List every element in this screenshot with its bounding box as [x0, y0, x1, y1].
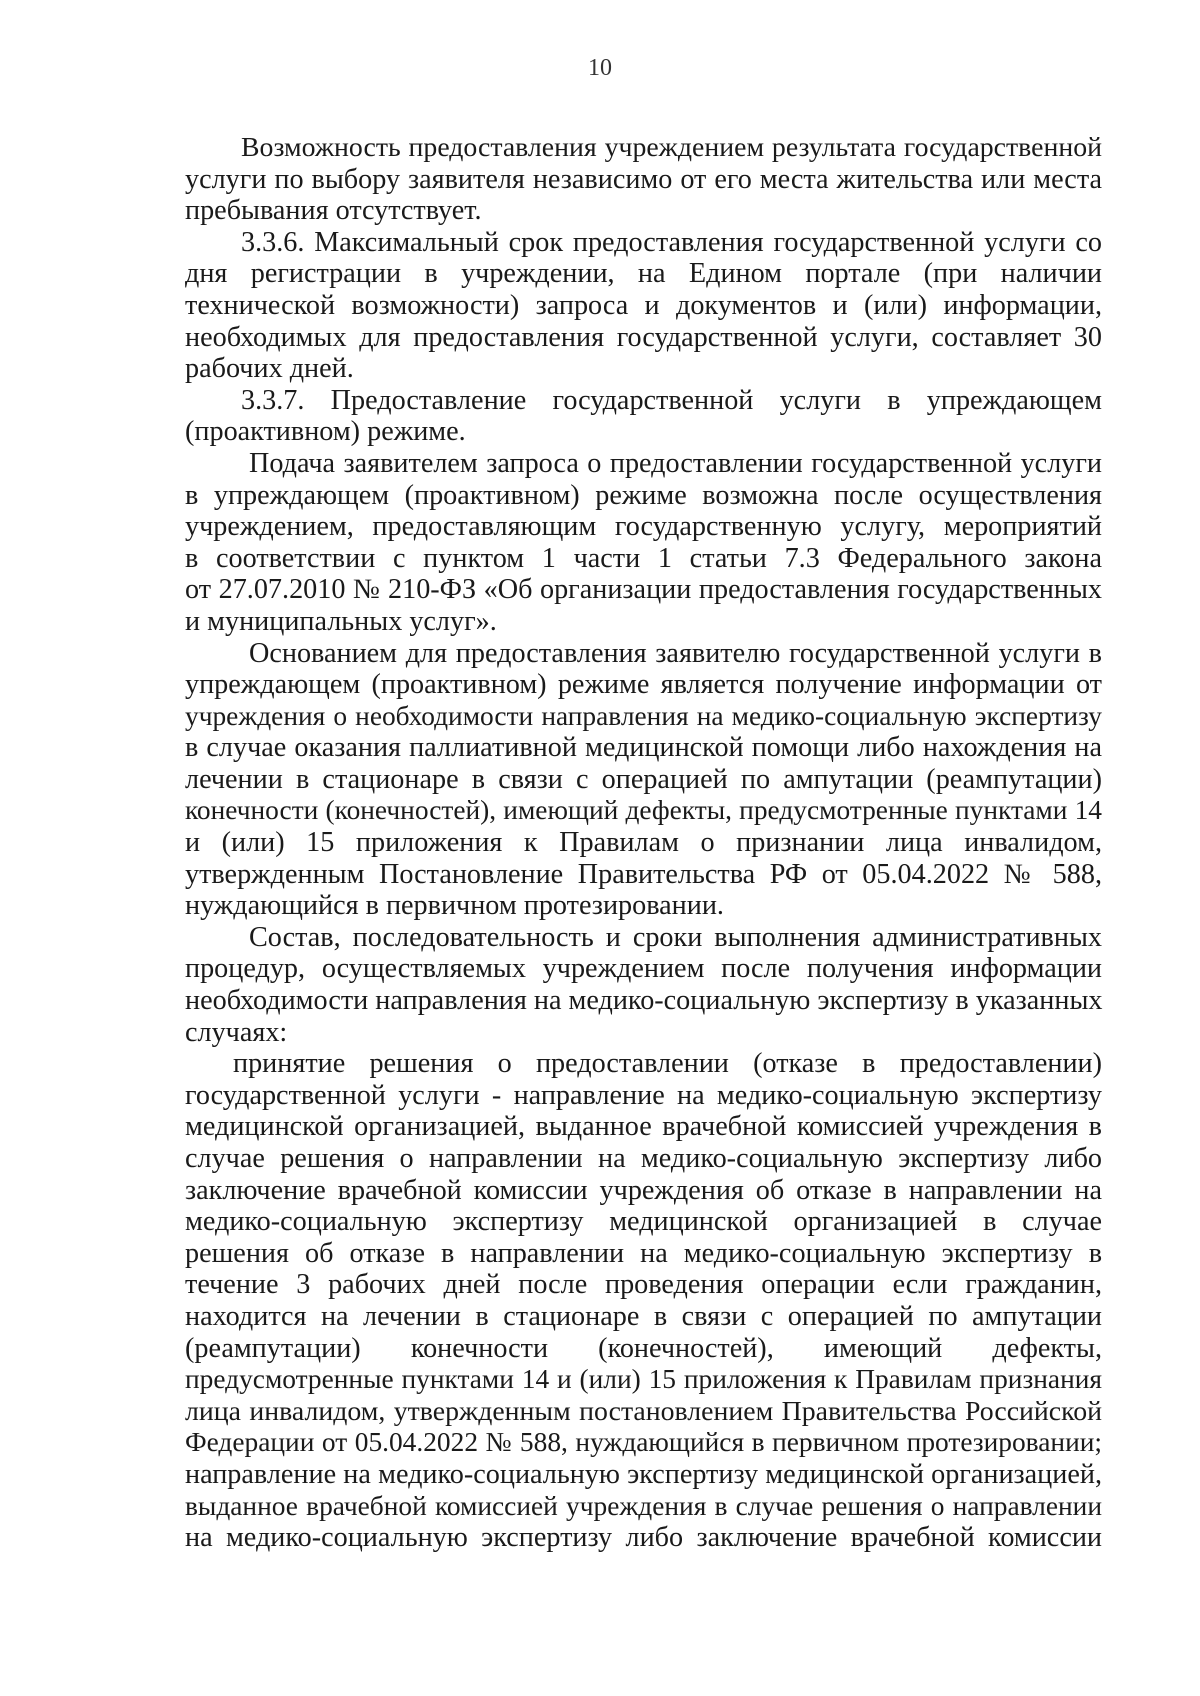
- text-line: течение 3 рабочих дней после проведения операции если гражданин,: [185, 1269, 1102, 1301]
- text-line: Возможность предоставления учреждением результата государственной: [241, 132, 1102, 163]
- text-line: нуждающийся в первичном протезировании.: [185, 890, 724, 922]
- text-line: 3.3.7. Предоставление государственной услуги в упреждающем: [241, 384, 1102, 416]
- text-line: государственной услуги - направление на медико-социальную экспертизу: [185, 1079, 1102, 1111]
- text-line: (реампутации) конечности (конечностей), имеющий дефекты,: [185, 1332, 1102, 1364]
- document-body: [185, 132, 1102, 1554]
- text-line: 3.3.6. Максимальный срок предоставления государственной услуги со: [241, 226, 1102, 258]
- text-line: конечности (конечностей), имеющий дефекты, предусмотренные пунктами 14: [185, 795, 1102, 826]
- text-line: заключение врачебной комиссии учреждения об отказе в направлении на: [185, 1174, 1102, 1206]
- text-line: Федерации от 05.04.2022 № 588, нуждающийся в первичном протезировании;: [185, 1427, 1102, 1458]
- text-line: (проактивном) режиме.: [185, 416, 466, 448]
- text-line: принятие решения о предоставлении (отказе в предоставлении): [233, 1048, 1102, 1080]
- text-line: пребывания отсутствует.: [185, 195, 482, 227]
- text-line: и (или) 15 приложения к Правилам о признании лица инвалидом,: [185, 827, 1102, 859]
- page-number: 10: [588, 55, 612, 81]
- text-line: необходимости направления на медико-социальную экспертизу в указанных: [185, 985, 1103, 1017]
- text-line: и муниципальных услуг».: [185, 605, 497, 637]
- text-line: в случае оказания паллиативной медицинской помощи либо нахождения на: [185, 732, 1102, 764]
- text-line: решения об отказе в направлении на медико-социальную экспертизу в: [185, 1237, 1102, 1269]
- text-line: предусмотренные пунктами 14 и (или) 15 приложения к Правилам признания: [185, 1364, 1102, 1395]
- text-line: лица инвалидом, утвержденным постановлением Правительства Российской: [185, 1395, 1102, 1427]
- text-line: лечении в стационаре в связи с операцией по ампутации (реампутации): [185, 763, 1102, 795]
- text-line: медико-социальную экспертизу медицинской организацией в случае: [185, 1206, 1102, 1238]
- text-line: случае решения о направлении на медико-социальную экспертизу либо: [185, 1143, 1102, 1174]
- text-line: на медико-социальную экспертизу либо заключение врачебной комиссии: [185, 1522, 1102, 1554]
- text-line: утвержденным Постановление Правительства РФ от 05.04.2022 № 588,: [185, 858, 1102, 890]
- text-line: учреждением, предоставляющим государственную услугу, мероприятий: [185, 511, 1102, 543]
- text-line: находится на лечении в стационаре в связи с операцией по ампутации: [185, 1300, 1102, 1332]
- text-line: процедур, осуществляемых учреждением после получения информации: [185, 953, 1102, 985]
- text-line: дня регистрации в учреждении, на Едином портале (при наличии: [185, 258, 1102, 290]
- text-line: необходимых для предоставления государственной услуги, составляет 30: [185, 321, 1102, 353]
- text-line: упреждающем (проактивном) режиме является получение информации от: [185, 669, 1102, 701]
- text-line: Подача заявителем запроса о предоставлении государственной услуги: [249, 447, 1102, 479]
- text-line: выданное врачебной комиссией учреждения в случае решения о направлении: [185, 1490, 1102, 1521]
- text-line: Основанием для предоставления заявителю государственной услуги в: [249, 637, 1102, 669]
- text-line: от 27.07.2010 № 210-ФЗ «Об организации предоставления государственных: [185, 574, 1102, 606]
- text-line: Состав, последовательность и сроки выполнения административных: [249, 921, 1102, 953]
- text-line: в соответствии с пунктом 1 части 1 статьи 7.3 Федерального закона: [185, 542, 1102, 574]
- text-line: в упреждающем (проактивном) режиме возможна после осуществления: [185, 479, 1102, 511]
- text-line: учреждения о необходимости направления на медико-социальную экспертизу: [185, 700, 1102, 731]
- text-line: направление на медико-социальную экспертизу медицинской организацией,: [185, 1458, 1102, 1490]
- text-line: случаях:: [185, 1016, 288, 1048]
- text-line: технической возможности) запроса и документов и (или) информации,: [185, 289, 1102, 321]
- text-line: услуги по выбору заявителя независимо от его места жительства или места: [185, 163, 1102, 195]
- text-line: рабочих дней.: [185, 353, 354, 385]
- text-line: медицинской организацией, выданное врачебной комиссией учреждения в: [185, 1111, 1102, 1143]
